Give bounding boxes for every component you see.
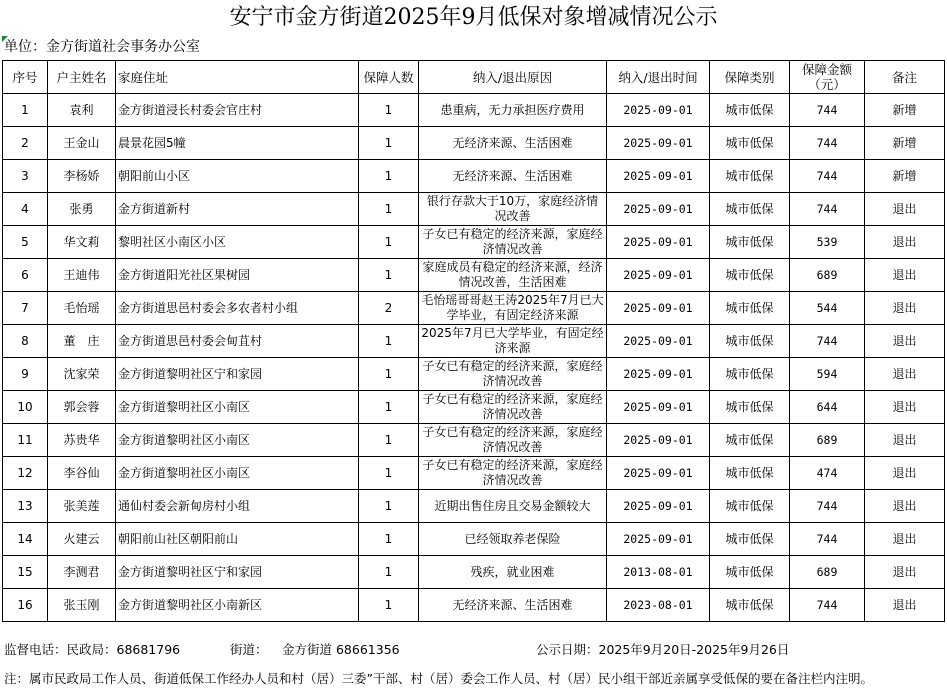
cell-address: 黎明社区小南区小区 <box>116 226 359 259</box>
cell-no: 16 <box>3 589 48 622</box>
cell-remark: 退出 <box>865 589 945 622</box>
cell-remark: 退出 <box>865 259 945 292</box>
cell-reason: 银行存款大于10万，家庭经济情况改善 <box>419 193 607 226</box>
cell-no: 7 <box>3 292 48 325</box>
cell-address: 金方街道黎明社区小南区 <box>116 424 359 457</box>
cell-remark: 新增 <box>865 127 945 160</box>
table-row <box>3 424 945 457</box>
cell-no: 8 <box>3 325 48 358</box>
cell-remark: 退出 <box>865 523 945 556</box>
cell-reason: 无经济来源、生活困难 <box>419 160 607 193</box>
cell-name: 王金山 <box>48 127 116 160</box>
cell-date: 2025-09-01 <box>607 127 710 160</box>
cell-no: 15 <box>3 556 48 589</box>
header-amount: 保障金额（元） <box>790 61 865 94</box>
cell-type: 城市低保 <box>710 193 790 226</box>
cell-address: 金方街道黎明社区小南区 <box>116 457 359 490</box>
header-no: 序号 <box>3 61 48 94</box>
cell-amount: 594 <box>790 358 865 391</box>
cell-type: 城市低保 <box>710 424 790 457</box>
cell-amount: 689 <box>790 424 865 457</box>
table-row <box>3 556 945 589</box>
cell-date: 2025-09-01 <box>607 325 710 358</box>
cell-reason: 子女已有稳定的经济来源，家庭经济情况改善 <box>419 424 607 457</box>
cell-address: 金方街道浸长村委会官庄村 <box>116 94 359 127</box>
cell-name: 火建云 <box>48 523 116 556</box>
header-count: 保障人数 <box>359 61 419 94</box>
cell-date: 2025-09-01 <box>607 226 710 259</box>
cell-address: 金方街道思邑村委会甸苴村 <box>116 325 359 358</box>
cell-name: 郭会蓉 <box>48 391 116 424</box>
cell-name: 张美莲 <box>48 490 116 523</box>
footer-street-label: 街道： <box>230 642 268 657</box>
cell-amount: 689 <box>790 259 865 292</box>
cell-address: 金方街道思邑村委会多农者村小组 <box>116 292 359 325</box>
cell-type: 城市低保 <box>710 160 790 193</box>
cell-remark: 退出 <box>865 193 945 226</box>
cell-reason: 子女已有稳定的经济来源，家庭经济情况改善 <box>419 391 607 424</box>
header-name: 户主姓名 <box>48 61 116 94</box>
footnote: 注：属市民政局工作人员、街道低保工作经办人员和村（居）三委”干部、村（居）委会工作人员、村（居）民小组干部近亲属享受低保的要在备注栏内注明。 <box>4 671 873 686</box>
header-type: 保障类别 <box>710 61 790 94</box>
cell-address: 金方街道黎明社区宁和家园 <box>116 358 359 391</box>
cell-count: 1 <box>359 259 419 292</box>
cell-count: 1 <box>359 556 419 589</box>
cell-date: 2023-08-01 <box>607 589 710 622</box>
table-row <box>3 127 945 160</box>
footer <box>4 640 944 660</box>
cell-type: 城市低保 <box>710 556 790 589</box>
header-reason: 纳入/退出原因 <box>419 61 607 94</box>
cell-no: 3 <box>3 160 48 193</box>
cell-remark: 退出 <box>865 358 945 391</box>
cell-remark: 退出 <box>865 325 945 358</box>
cell-count: 1 <box>359 490 419 523</box>
cell-reason: 子女已有稳定的经济来源，家庭经济情况改善 <box>419 457 607 490</box>
cell-remark: 退出 <box>865 391 945 424</box>
cell-address: 晨景花园5幢 <box>116 127 359 160</box>
cell-reason: 近期出售住房且交易金额较大 <box>419 490 607 523</box>
cell-remark: 退出 <box>865 424 945 457</box>
cell-type: 城市低保 <box>710 259 790 292</box>
cell-name: 董 庄 <box>48 325 116 358</box>
cell-amount: 744 <box>790 160 865 193</box>
cell-reason: 子女已有稳定的经济来源，家庭经济情况改善 <box>419 226 607 259</box>
cell-no: 13 <box>3 490 48 523</box>
cell-count: 1 <box>359 94 419 127</box>
cell-reason: 已经领取养老保险 <box>419 523 607 556</box>
cell-address: 朝阳前山小区 <box>116 160 359 193</box>
recipients-table <box>2 60 945 622</box>
cell-count: 1 <box>359 457 419 490</box>
cell-date: 2025-09-01 <box>607 424 710 457</box>
cell-no: 2 <box>3 127 48 160</box>
cell-count: 1 <box>359 589 419 622</box>
cell-amount: 744 <box>790 94 865 127</box>
table-row <box>3 589 945 622</box>
cell-reason: 家庭成员有稳定的经济来源，经济情况改善，生活困难 <box>419 259 607 292</box>
cell-type: 城市低保 <box>710 523 790 556</box>
cell-no: 5 <box>3 226 48 259</box>
page-title: 安宁市金方街道2025年9月低保对象增减情况公示 <box>229 5 718 30</box>
cell-count: 1 <box>359 193 419 226</box>
table-row <box>3 94 945 127</box>
cell-remark: 新增 <box>865 94 945 127</box>
cell-remark: 退出 <box>865 292 945 325</box>
cell-remark: 退出 <box>865 556 945 589</box>
cell-address: 金方街道黎明社区小南新区 <box>116 589 359 622</box>
table-row <box>3 160 945 193</box>
cell-reason: 无经济来源、生活困难 <box>419 589 607 622</box>
cell-remark: 新增 <box>865 160 945 193</box>
cell-no: 4 <box>3 193 48 226</box>
cell-name: 沈家荣 <box>48 358 116 391</box>
cell-count: 2 <box>359 292 419 325</box>
table-row <box>3 226 945 259</box>
unit-label: 单位：金方街道社会事务办公室 <box>4 39 200 55</box>
cell-name: 王迪伟 <box>48 259 116 292</box>
cell-amount: 544 <box>790 292 865 325</box>
cell-amount: 644 <box>790 391 865 424</box>
cell-no: 12 <box>3 457 48 490</box>
cell-type: 城市低保 <box>710 127 790 160</box>
cell-date: 2025-09-01 <box>607 358 710 391</box>
cell-no: 11 <box>3 424 48 457</box>
table-row <box>3 325 945 358</box>
header-date: 纳入/退出时间 <box>607 61 710 94</box>
cell-name: 华文莉 <box>48 226 116 259</box>
cell-count: 1 <box>359 325 419 358</box>
cell-date: 2025-09-01 <box>607 391 710 424</box>
cell-address: 金方街道新村 <box>116 193 359 226</box>
cell-name: 袁利 <box>48 94 116 127</box>
cell-remark: 退出 <box>865 226 945 259</box>
cell-type: 城市低保 <box>710 358 790 391</box>
cell-reason: 2025年7月已大学毕业，有固定经济来源 <box>419 325 607 358</box>
cell-date: 2025-09-01 <box>607 94 710 127</box>
cell-reason: 子女已有稳定的经济来源，家庭经济情况改善 <box>419 358 607 391</box>
cell-name: 张勇 <box>48 193 116 226</box>
cell-amount: 744 <box>790 325 865 358</box>
cell-amount: 744 <box>790 127 865 160</box>
cell-remark: 退出 <box>865 457 945 490</box>
cell-type: 城市低保 <box>710 589 790 622</box>
cell-date: 2025-09-01 <box>607 259 710 292</box>
cell-amount: 744 <box>790 523 865 556</box>
cell-address: 通仙村委会新甸房村小组 <box>116 490 359 523</box>
table-header-row <box>3 61 945 94</box>
cell-reason: 残疾，就业困难 <box>419 556 607 589</box>
table-row <box>3 457 945 490</box>
cell-count: 1 <box>359 391 419 424</box>
cell-date: 2013-08-01 <box>607 556 710 589</box>
cell-address: 金方街道阳光社区果树园 <box>116 259 359 292</box>
cell-count: 1 <box>359 358 419 391</box>
table-row <box>3 391 945 424</box>
cell-count: 1 <box>359 424 419 457</box>
cell-type: 城市低保 <box>710 490 790 523</box>
cell-no: 14 <box>3 523 48 556</box>
header-address: 家庭住址 <box>116 61 359 94</box>
cell-name: 李谷仙 <box>48 457 116 490</box>
cell-date: 2025-09-01 <box>607 193 710 226</box>
cell-count: 1 <box>359 226 419 259</box>
cell-address: 金方街道黎明社区小南区 <box>116 391 359 424</box>
cell-amount: 744 <box>790 490 865 523</box>
cell-date: 2025-09-01 <box>607 292 710 325</box>
header-remark: 备注 <box>865 61 945 94</box>
table-row <box>3 193 945 226</box>
footer-publish-date: 公示日期：2025年9月20日-2025年9月26日 <box>536 642 790 657</box>
cell-type: 城市低保 <box>710 325 790 358</box>
table-row <box>3 259 945 292</box>
cell-remark: 退出 <box>865 490 945 523</box>
cell-date: 2025-09-01 <box>607 160 710 193</box>
cell-amount: 744 <box>790 589 865 622</box>
cell-date: 2025-09-01 <box>607 523 710 556</box>
cell-no: 1 <box>3 94 48 127</box>
footer-phone: 监督电话：民政局：68681796 <box>4 642 181 657</box>
cell-address: 金方街道黎明社区宁和家园 <box>116 556 359 589</box>
table-row <box>3 292 945 325</box>
cell-name: 李杨娇 <box>48 160 116 193</box>
cell-amount: 474 <box>790 457 865 490</box>
cell-reason: 无经济来源、生活困难 <box>419 127 607 160</box>
cell-amount: 689 <box>790 556 865 589</box>
cell-type: 城市低保 <box>710 391 790 424</box>
cell-amount: 539 <box>790 226 865 259</box>
cell-no: 9 <box>3 358 48 391</box>
cell-type: 城市低保 <box>710 226 790 259</box>
cell-no: 10 <box>3 391 48 424</box>
cell-reason: 患重病，无力承担医疗费用 <box>419 94 607 127</box>
cell-name: 毛怡瑶 <box>48 292 116 325</box>
cell-type: 城市低保 <box>710 94 790 127</box>
cell-amount: 744 <box>790 193 865 226</box>
cell-name: 张玉刚 <box>48 589 116 622</box>
table-row <box>3 358 945 391</box>
cell-no: 6 <box>3 259 48 292</box>
cell-reason: 毛怡瑶哥哥赵王涛2025年7月已大学毕业，有固定经济来源 <box>419 292 607 325</box>
footer-street-phone: 金方街道 68661356 <box>282 642 400 657</box>
cell-address: 朝阳前山社区朝阳前山 <box>116 523 359 556</box>
cell-type: 城市低保 <box>710 292 790 325</box>
cell-name: 李测君 <box>48 556 116 589</box>
cell-date: 2025-09-01 <box>607 457 710 490</box>
cell-date: 2025-09-01 <box>607 490 710 523</box>
cell-name: 苏贵华 <box>48 424 116 457</box>
table-row <box>3 490 945 523</box>
cell-count: 1 <box>359 160 419 193</box>
cell-count: 1 <box>359 523 419 556</box>
cell-count: 1 <box>359 127 419 160</box>
cell-type: 城市低保 <box>710 457 790 490</box>
table-row <box>3 523 945 556</box>
